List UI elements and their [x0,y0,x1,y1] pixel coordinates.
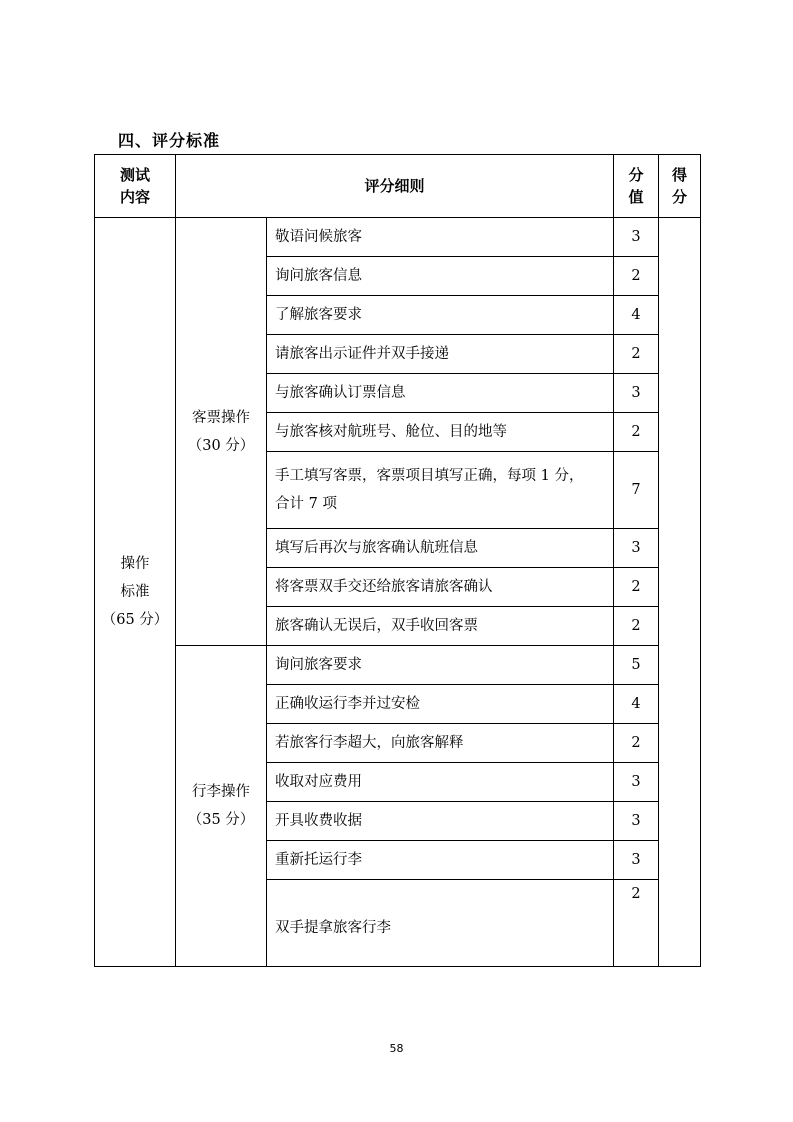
header-points [614,155,659,218]
table-row [95,646,701,685]
points-value: 3 [614,802,659,841]
points-value: 4 [614,685,659,724]
points-value: 2 [614,335,659,374]
main-category-line-3: （65 分） [101,612,169,628]
points-value: 2 [614,607,659,646]
points-value: 5 [614,646,659,685]
header-score [659,155,701,218]
grading-table [94,154,701,967]
criteria-item: 正确收运行李并过安检 [267,685,614,724]
group-ticket-cell [176,218,267,646]
points-value: 2 [614,724,659,763]
criteria-item [267,452,614,529]
points-value: 2 [614,568,659,607]
section-title: 四、评分标准 [118,131,221,150]
group-baggage-line-2: （35 分） [187,812,255,828]
criteria-item: 旅客确认无误后，双手收回客票 [267,607,614,646]
header-score-line-1: 得 [672,166,688,184]
criteria-item-line-2: 合计 7 项 [275,496,337,512]
criteria-item: 将客票双手交还给旅客请旅客确认 [267,568,614,607]
criteria-item: 敬语问候旅客 [267,218,614,257]
points-value: 2 [614,413,659,452]
header-criteria: 评分细则 [176,155,614,218]
header-row [95,155,701,218]
criteria-item: 了解旅客要求 [267,296,614,335]
main-category-line-1: 操作 [120,556,150,572]
criteria-item: 双手提拿旅客行李 [267,880,614,967]
header-test-content [95,155,176,218]
group-baggage-line-1: 行李操作 [192,784,250,800]
criteria-item: 请旅客出示证件并双手接递 [267,335,614,374]
points-value: 3 [614,841,659,880]
main-category-cell [95,218,176,967]
group-baggage-cell [176,646,267,967]
group-ticket-line-1: 客票操作 [192,409,250,426]
header-test-content-line-2: 内容 [119,188,150,206]
criteria-item: 询问旅客信息 [267,257,614,296]
criteria-item: 重新托运行李 [267,841,614,880]
criteria-item-line-1: 手工填写客票，客票项目填写正确，每项 1 分， [275,468,584,484]
points-value: 3 [614,529,659,568]
header-score-line-2: 分 [672,188,688,206]
points-value: 3 [614,218,659,257]
criteria-item: 收取对应费用 [267,763,614,802]
criteria-item: 填写后再次与旅客确认航班信息 [267,529,614,568]
criteria-item: 开具收费收据 [267,802,614,841]
points-value: 2 [614,257,659,296]
page-number: 58 [389,1042,404,1055]
criteria-item: 与旅客核对航班号、舱位、目的地等 [267,413,614,452]
main-category-line-2: 标准 [120,584,150,600]
group-ticket-line-2: （30 分） [187,437,255,454]
points-value: 3 [614,374,659,413]
points-value: 7 [614,452,659,529]
criteria-item: 询问旅客要求 [267,646,614,685]
header-points-line-1: 分 [628,166,644,184]
score-cell[interactable] [659,218,701,967]
points-value: 4 [614,296,659,335]
table-row [95,218,701,257]
criteria-item: 若旅客行李超大，向旅客解释 [267,724,614,763]
points-value: 2 [614,880,659,967]
criteria-item: 与旅客确认订票信息 [267,374,614,413]
header-points-line-2: 值 [628,188,644,206]
header-test-content-line-1: 测试 [119,166,150,184]
points-value: 3 [614,763,659,802]
